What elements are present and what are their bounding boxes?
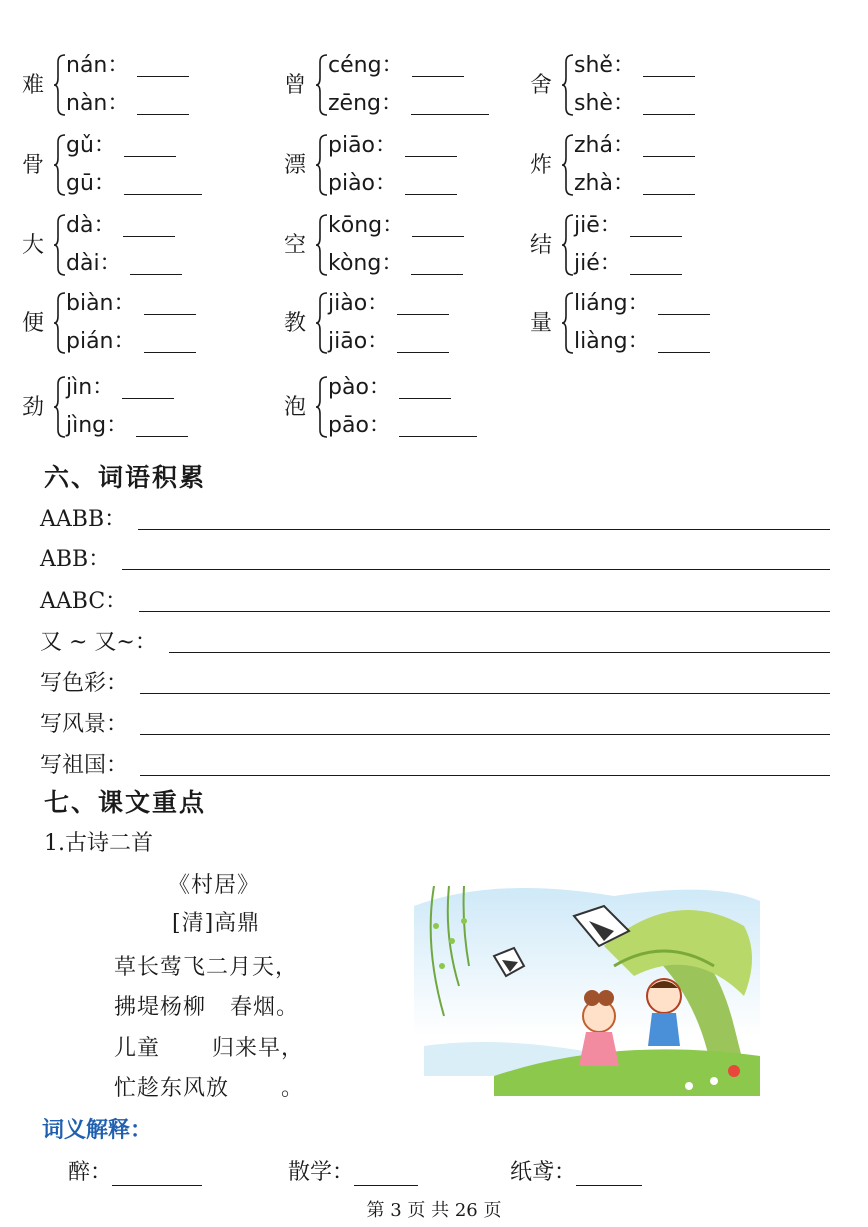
vocab-item-1: 醉： <box>68 1155 202 1186</box>
pinyin-reading-1: pào： <box>328 375 391 400</box>
polyphone-item <box>284 50 534 120</box>
polyphone-char: 泡 <box>284 395 307 420</box>
polyphone-item <box>22 50 272 120</box>
pinyin-reading-2: shè： <box>574 91 635 116</box>
vocab-answer-2[interactable] <box>354 1185 418 1186</box>
word-category-row <box>40 621 830 657</box>
polyphone-char: 炸 <box>530 153 553 178</box>
pinyin-reading-1: céng： <box>328 53 404 78</box>
left-brace-icon <box>54 134 66 196</box>
pinyin-reading-1: jiē： <box>574 213 622 238</box>
pinyin-reading-2: jié： <box>574 251 622 276</box>
pinyin-answer-line[interactable] <box>137 76 189 77</box>
word-category-row <box>40 703 830 739</box>
poem-line-3-part-a: 儿童 <box>114 1036 161 1061</box>
pinyin-answer-line[interactable] <box>399 436 477 437</box>
left-brace-icon <box>316 134 328 196</box>
pinyin-answer-line[interactable] <box>630 236 682 237</box>
poem-line-1: 草长莺飞二月天， <box>114 955 299 980</box>
pinyin-answer-line[interactable] <box>658 352 710 353</box>
pinyin-reading-2: gū： <box>66 171 116 196</box>
pinyin-answer-line[interactable] <box>397 314 449 315</box>
pinyin-reading-1: zhá： <box>574 133 635 158</box>
word-answer-line[interactable] <box>140 775 830 776</box>
polyphone-item <box>284 288 534 358</box>
section-7-title: 七、课文重点 <box>44 788 207 817</box>
word-category-row <box>40 662 830 698</box>
pinyin-reading-2: pián： <box>66 329 136 354</box>
pinyin-reading-2: zhà： <box>574 171 635 196</box>
pinyin-answer-line[interactable] <box>124 194 202 195</box>
polyphone-char: 量 <box>530 311 553 336</box>
pinyin-answer-line[interactable] <box>137 114 189 115</box>
left-brace-icon <box>562 214 574 276</box>
left-brace-icon <box>54 214 66 276</box>
pinyin-answer-line[interactable] <box>630 274 682 275</box>
polyphone-char: 劲 <box>22 395 45 420</box>
word-category-row <box>40 744 830 780</box>
pinyin-reading-1: jiào： <box>328 291 390 316</box>
poem-line-2-part-a: 拂堤杨柳 <box>114 995 207 1020</box>
page-footer: 第 3 页 共 26 页 <box>366 1200 502 1221</box>
pinyin-reading-2: dài： <box>66 251 122 276</box>
polyphone-item <box>530 210 780 280</box>
word-category-label: 写色彩： <box>40 671 129 696</box>
vocab-item-2: 散学： <box>288 1155 418 1186</box>
poem-line-4-part-b: 。 <box>281 1076 305 1101</box>
poem-line-2 <box>114 990 299 1021</box>
word-category-row <box>40 538 830 574</box>
vocab-label: 词义解释： <box>42 1118 153 1143</box>
polyphone-item <box>284 210 534 280</box>
polyphone-char: 便 <box>22 311 45 336</box>
pinyin-answer-line[interactable] <box>130 274 182 275</box>
pinyin-answer-line[interactable] <box>399 398 451 399</box>
pinyin-reading-2: piào： <box>328 171 398 196</box>
poem-line-3-part-b: 归来早， <box>212 1036 305 1061</box>
pinyin-reading-2: zēng： <box>328 91 403 116</box>
pinyin-answer-line[interactable] <box>643 194 695 195</box>
left-brace-icon <box>562 54 574 116</box>
pinyin-answer-line[interactable] <box>124 156 176 157</box>
word-answer-line[interactable] <box>140 734 830 735</box>
word-category-row <box>40 498 830 534</box>
polyphone-item <box>22 288 272 358</box>
pinyin-answer-line[interactable] <box>411 114 489 115</box>
pinyin-reading-1: jìn： <box>66 375 115 400</box>
polyphone-char: 大 <box>22 233 45 258</box>
pinyin-answer-line[interactable] <box>658 314 710 315</box>
pinyin-reading-2: pāo： <box>328 413 391 438</box>
polyphone-char: 空 <box>284 233 307 258</box>
section-6-title: 六、词语积累 <box>44 463 207 492</box>
pinyin-reading-2: jìng： <box>66 413 129 438</box>
pinyin-answer-line[interactable] <box>136 436 188 437</box>
vocab-item-3: 纸鸢： <box>510 1155 642 1186</box>
word-category-label: 又 ~ 又~： <box>40 630 157 655</box>
word-category-label: AABB： <box>40 507 127 532</box>
polyphone-item <box>530 130 780 200</box>
pinyin-reading-1: biàn： <box>66 291 136 316</box>
pinyin-answer-line[interactable] <box>412 236 464 237</box>
word-answer-line[interactable] <box>139 611 830 612</box>
word-answer-line[interactable] <box>122 569 830 570</box>
pinyin-answer-line[interactable] <box>643 114 695 115</box>
pinyin-answer-line[interactable] <box>643 76 695 77</box>
polyphone-char: 结 <box>530 233 553 258</box>
left-brace-icon <box>54 292 66 354</box>
left-brace-icon <box>316 376 328 438</box>
pinyin-answer-line[interactable] <box>411 274 463 275</box>
word-answer-line[interactable] <box>140 693 830 694</box>
poem-line-4-part-a: 忙趁东风放 <box>114 1076 230 1101</box>
left-brace-icon <box>316 214 328 276</box>
polyphone-item <box>22 210 272 280</box>
pinyin-reading-1: nán： <box>66 53 130 78</box>
pinyin-answer-line[interactable] <box>144 314 196 315</box>
pinyin-answer-line[interactable] <box>412 76 464 77</box>
pinyin-reading-1: kōng： <box>328 213 405 238</box>
poem-line-3 <box>114 1031 304 1062</box>
pinyin-reading-1: piāo： <box>328 133 398 158</box>
word-category-row <box>40 580 830 616</box>
pinyin-answer-line[interactable] <box>405 156 457 157</box>
pinyin-reading-2: jiāo： <box>328 329 390 354</box>
polyphone-char: 骨 <box>22 153 45 178</box>
polyphone-char: 曾 <box>284 73 307 98</box>
left-brace-icon <box>54 376 66 438</box>
polyphone-item <box>530 288 780 358</box>
pinyin-answer-line[interactable] <box>397 352 449 353</box>
word-category-label: AABC： <box>40 589 128 614</box>
poem-author: [清]高鼎 <box>172 911 261 936</box>
pinyin-reading-1: liáng： <box>574 291 650 316</box>
word-answer-line[interactable] <box>169 652 830 653</box>
left-brace-icon <box>562 292 574 354</box>
polyphone-item <box>530 50 780 120</box>
pinyin-reading-1: gǔ： <box>66 133 116 158</box>
poem-illustration <box>414 886 760 1096</box>
poem-line-4 <box>114 1071 304 1102</box>
left-brace-icon <box>562 134 574 196</box>
vocab-answer-1[interactable] <box>112 1185 202 1186</box>
pinyin-reading-2: nàn： <box>66 91 130 116</box>
pinyin-answer-line[interactable] <box>643 156 695 157</box>
pinyin-answer-line[interactable] <box>123 236 175 237</box>
word-category-label: 写风景： <box>40 712 129 737</box>
pinyin-answer-line[interactable] <box>122 398 174 399</box>
polyphone-char: 舍 <box>530 73 553 98</box>
pinyin-reading-1: dà： <box>66 213 116 238</box>
polyphone-item <box>22 372 272 442</box>
polyphone-item <box>284 130 534 200</box>
poem-title: 《村居》 <box>168 873 261 898</box>
word-category-label: ABB： <box>40 547 111 572</box>
lesson-subtitle: 1.古诗二首 <box>44 831 153 856</box>
word-answer-line[interactable] <box>138 529 830 530</box>
poem-line-2-part-b: 春烟。 <box>230 995 300 1020</box>
polyphone-char: 漂 <box>284 153 307 178</box>
vocab-answer-3[interactable] <box>576 1185 642 1186</box>
pinyin-reading-2: liàng： <box>574 329 650 354</box>
polyphone-item <box>284 372 534 442</box>
pinyin-reading-2: kòng： <box>328 251 404 276</box>
polyphone-item <box>22 130 272 200</box>
pinyin-answer-line[interactable] <box>405 194 457 195</box>
polyphone-char: 难 <box>22 73 45 98</box>
left-brace-icon <box>316 292 328 354</box>
left-brace-icon <box>316 54 328 116</box>
left-brace-icon <box>54 54 66 116</box>
pinyin-answer-line[interactable] <box>144 352 196 353</box>
polyphone-char: 教 <box>284 311 307 336</box>
word-category-label: 写祖国： <box>40 753 129 778</box>
pinyin-reading-1: shě： <box>574 53 635 78</box>
